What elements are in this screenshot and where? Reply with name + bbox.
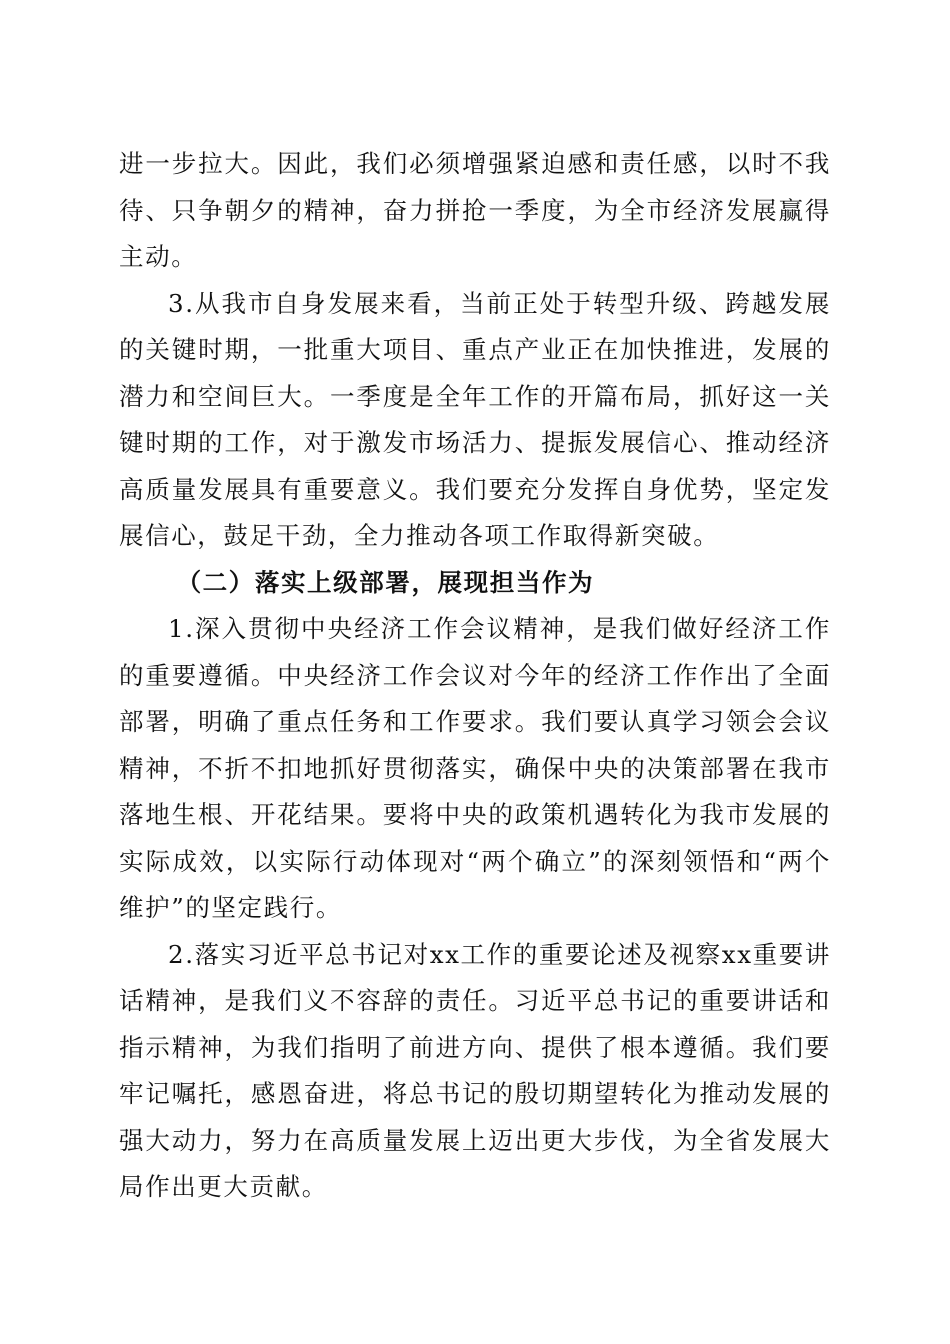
- document-body: [119, 141, 831, 1211]
- paragraph-point-3: 3.从我市自身发展来看，当前正处于转型升级、跨越发展的关键时期，一批重大项目、重点产业正在加快推进，发展的潜力和空间巨大。一季度是全年工作的开篇布局，抓好这一关键时期的工作，对于激发市场活力、提振发展信心、推动经济高质量发展具有重要意义。我们要充分发挥自身优势，坚定发展信心，鼓足干劲，全力推动各项工作取得新突破。: [119, 288, 831, 550]
- section-heading-text: （二）落实上级部署，展现担当作为: [176, 567, 595, 597]
- section-heading: [119, 560, 831, 607]
- paragraph-section2-point-2: 2.落实习近平总书记对xx工作的重要论述及视察xx重要讲话精神，是我们义不容辞的责任。习近平总书记的重要讲话和指示精神，为我们指明了前进方向、提供了根本遵循。我们要牢记嘱托，感恩奋进，将总书记的殷切期望转化为推动发展的强大动力，努力在高质量发展上迈出更大步伐，为全省发展大局作出更大贡献。: [119, 939, 831, 1201]
- paragraph-section2-point-1: 1.深入贯彻中央经济工作会议精神，是我们做好经济工作的重要遵循。中央经济工作会议对今年的经济工作作出了全面部署，明确了重点任务和工作要求。我们要认真学习领会会议精神，不折不扣地抓好贯彻落实，确保中央的决策部署在我市落地生根、开花结果。要将中央的政策机遇转化为我市发展的实际成效，以实际行动体现对“两个确立”的深刻领悟和“两个维护”的坚定践行。: [119, 614, 831, 922]
- paragraph-continuation: 进一步拉大。因此，我们必须增强紧迫感和责任感，以时不我待、只争朝夕的精神，奋力拼抢一季度，为全市经济发展赢得主动。: [119, 149, 831, 271]
